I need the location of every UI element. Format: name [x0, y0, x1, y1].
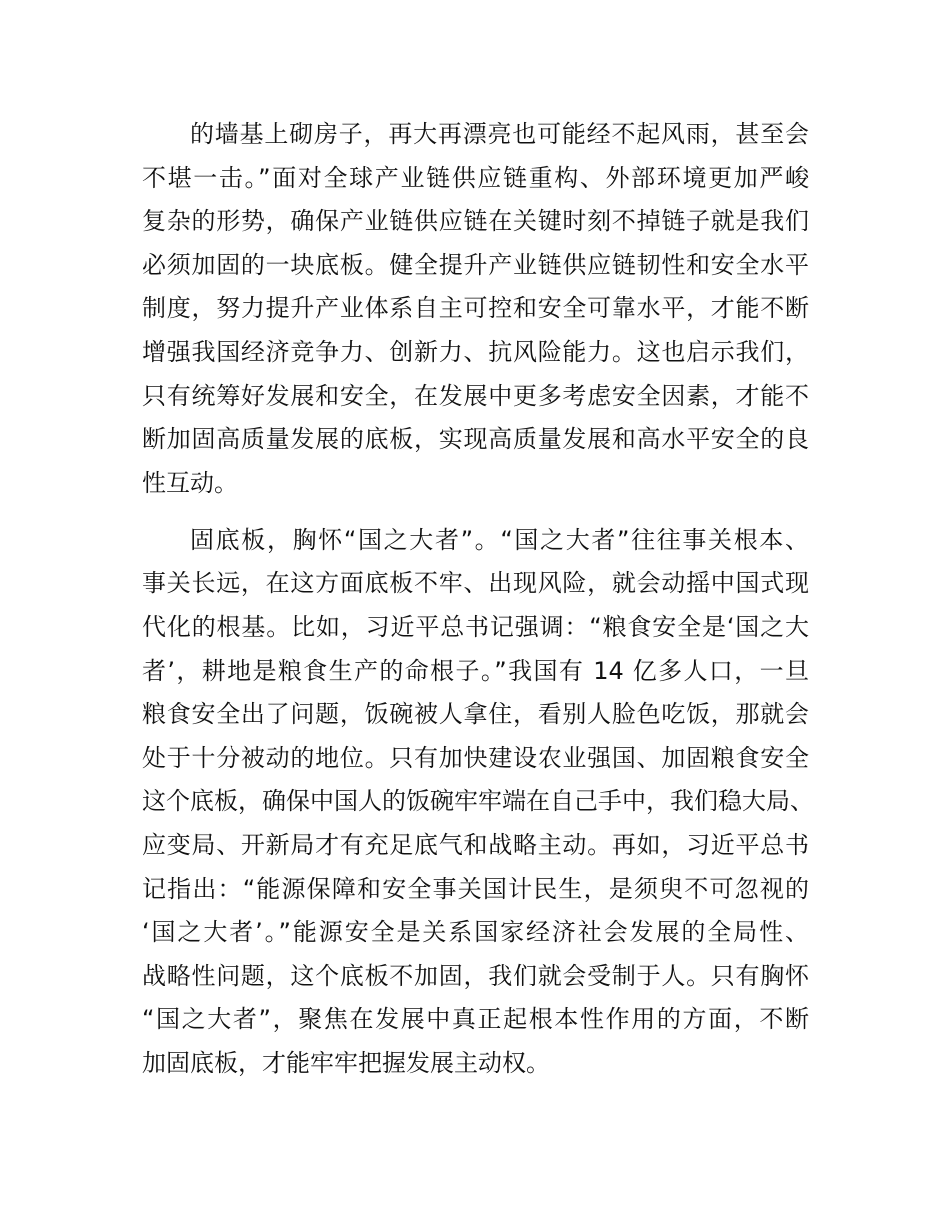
text-line: “国之大者”，聚焦在发展中真正起根本性作用的方面，不断	[142, 1005, 809, 1034]
text-line: 加固底板，才能牢牢把握发展主动权。	[142, 1048, 550, 1077]
text-line: 的墙基上砌房子，再大再漂亮也可能经不起风雨，甚至会	[190, 120, 809, 148]
text-line: 增强我国经济竞争力、创新力、抗风险能力。这也启示我们，	[142, 337, 809, 366]
text-line: 固底板，胸怀“国之大者”。“国之大者”往往事关根本、	[190, 525, 809, 554]
text-line: 粮食安全出了问题，饭碗被人拿住，看别人脸色吃饭，那就会	[142, 700, 809, 729]
text-line: 必须加固的一块底板。健全提升产业链供应链韧性和安全水平	[142, 250, 809, 279]
text-line: 性互动。	[142, 468, 238, 497]
text-line: 只有统筹好发展和安全，在发展中更多考虑安全因素，才能不	[142, 381, 809, 410]
text-line: 应变局、开新局才有充足底气和战略主动。再如，习近平总书	[142, 831, 809, 859]
text-line: ‘国之大者’。”能源安全是关系国家经济社会发展的全局性、	[142, 918, 809, 947]
document-body	[142, 113, 814, 1099]
text-line: 断加固高质量发展的底板，实现高质量发展和高水平安全的良	[142, 425, 809, 454]
text-line: 复杂的形势，确保产业链供应链在关键时刻不掉链子就是我们	[142, 207, 809, 236]
text-line: 者’，耕地是粮食生产的命根子。”我国有 14 亿多人口，一旦	[142, 656, 809, 685]
paragraph	[142, 519, 814, 1086]
text-line: 战略性问题，这个底板不加固，我们就会受制于人。只有胸怀	[142, 961, 809, 990]
text-line: 制度，努力提升产业体系自主可控和安全可靠水平，才能不断	[142, 294, 809, 323]
text-line: 事关长远，在这方面底板不牢、出现风险，就会动摇中国式现	[142, 569, 809, 598]
text-line: 不堪一击。”面对全球产业链供应链重构、外部环境更加严峻	[142, 163, 809, 192]
paragraph	[142, 113, 809, 505]
text-line: 处于十分被动的地位。只有加快建设农业强国、加固粮食安全	[142, 743, 809, 772]
text-line: 代化的根基。比如，习近平总书记强调：“粮食安全是‘国之大	[142, 613, 809, 642]
text-line: 这个底板，确保中国人的饭碗牢牢端在自己手中，我们稳大局、	[142, 787, 814, 816]
text-line: 记指出：“能源保障和安全事关国计民生，是须臾不可忽视的	[142, 874, 809, 903]
